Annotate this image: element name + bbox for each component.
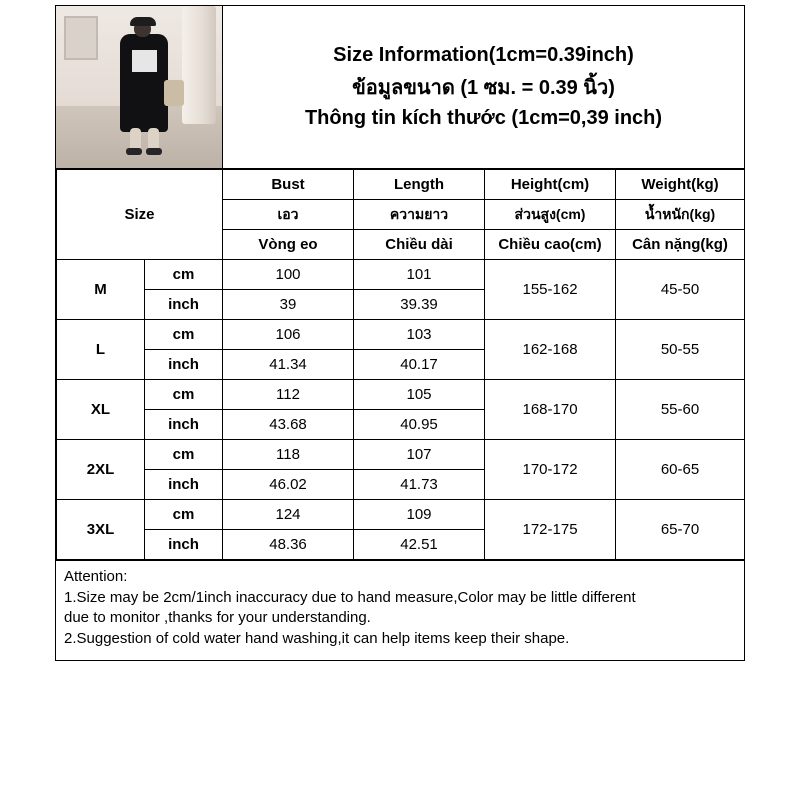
cell-length-cm: 101: [354, 260, 485, 290]
model-handbag: [164, 80, 184, 106]
cell-weight: 45-50: [616, 260, 745, 320]
cell-weight: 55-60: [616, 380, 745, 440]
model-dress-print: [132, 50, 157, 72]
cell-length-inch: 42.51: [354, 530, 485, 560]
cell-bust-inch: 43.68: [223, 410, 354, 440]
attention-line-1: 1.Size may be 2cm/1inch inaccuracy due to hand measure,Color may be little different: [64, 588, 636, 606]
chart-header: [56, 6, 744, 169]
cell-weight: 50-55: [616, 320, 745, 380]
row-unit-inch: inch: [145, 350, 223, 380]
header-height-th: ส่วนสูง(cm): [485, 200, 616, 230]
model-shoe-right: [146, 148, 162, 155]
cell-height: 170-172: [485, 440, 616, 500]
header-weight-en: Weight(kg): [616, 170, 745, 200]
row-size-3xl: 3XL: [57, 500, 145, 560]
cell-bust-inch: 46.02: [223, 470, 354, 500]
cell-length-cm: 107: [354, 440, 485, 470]
cell-length-inch: 40.17: [354, 350, 485, 380]
cell-length-cm: 103: [354, 320, 485, 350]
row-unit-cm: cm: [145, 260, 223, 290]
cell-height: 172-175: [485, 500, 616, 560]
model-dress: [120, 34, 168, 132]
table-row: [57, 440, 745, 470]
cell-height: 162-168: [485, 320, 616, 380]
cell-bust-cm: 100: [223, 260, 354, 290]
attention-block: [56, 560, 744, 660]
header-bust-en: Bust: [223, 170, 354, 200]
title-english: Size Information(1cm=0.39inch): [333, 44, 634, 66]
attention-line-2: due to monitor ,thanks for your understanding.: [64, 609, 371, 627]
header-weight-vi: Cân nặng(kg): [616, 230, 745, 260]
header-size-label: Size: [57, 170, 223, 260]
header-bust-th: เอว: [223, 200, 354, 230]
row-unit-cm: cm: [145, 440, 223, 470]
title-vietnamese: Thông tin kích thước (1cm=0,39 inch): [304, 107, 663, 129]
row-unit-inch: inch: [145, 530, 223, 560]
cell-bust-cm: 106: [223, 320, 354, 350]
cell-length-cm: 105: [354, 380, 485, 410]
cell-bust-inch: 48.36: [223, 530, 354, 560]
table-header-row-en: [57, 170, 745, 200]
table-row: [57, 260, 745, 290]
attention-heading: Attention:: [64, 568, 128, 585]
cell-height: 155-162: [485, 260, 616, 320]
table-row: [57, 380, 745, 410]
table-row: [57, 500, 745, 530]
row-size-2xl: 2XL: [57, 440, 145, 500]
row-unit-inch: inch: [145, 290, 223, 320]
photo-wall-frame: [64, 16, 98, 60]
row-unit-cm: cm: [145, 500, 223, 530]
header-weight-th: น้ำหนัก(kg): [616, 200, 745, 230]
cell-length-inch: 41.73: [354, 470, 485, 500]
cell-bust-inch: 39: [223, 290, 354, 320]
model-shoe-left: [126, 148, 142, 155]
cell-height: 168-170: [485, 380, 616, 440]
model-cap: [130, 17, 156, 26]
measurement-table: [56, 169, 745, 560]
cell-bust-cm: 118: [223, 440, 354, 470]
attention-line-3: 2.Suggestion of cold water hand washing,it can help items keep their shape.: [64, 630, 570, 648]
photo-pillar: [182, 6, 216, 124]
table-row: [57, 320, 745, 350]
cell-length-inch: 40.95: [354, 410, 485, 440]
cell-weight: 65-70: [616, 500, 745, 560]
header-length-th: ความยาว: [354, 200, 485, 230]
cell-bust-inch: 41.34: [223, 350, 354, 380]
product-photo: [56, 6, 223, 168]
cell-bust-cm: 124: [223, 500, 354, 530]
cell-bust-cm: 112: [223, 380, 354, 410]
size-chart: [55, 5, 745, 661]
cell-weight: 60-65: [616, 440, 745, 500]
cell-length-inch: 39.39: [354, 290, 485, 320]
title-thai: ข้อมูลขนาด (1 ซม. = 0.39 นิ้ว): [352, 77, 615, 99]
row-size-m: M: [57, 260, 145, 320]
row-size-xl: XL: [57, 380, 145, 440]
header-height-en: Height(cm): [485, 170, 616, 200]
header-length-en: Length: [354, 170, 485, 200]
row-size-l: L: [57, 320, 145, 380]
header-bust-vi: Vòng eo: [223, 230, 354, 260]
title-block: [223, 6, 744, 168]
row-unit-cm: cm: [145, 320, 223, 350]
row-unit-inch: inch: [145, 410, 223, 440]
cell-length-cm: 109: [354, 500, 485, 530]
row-unit-cm: cm: [145, 380, 223, 410]
row-unit-inch: inch: [145, 470, 223, 500]
header-height-vi: Chiều cao(cm): [485, 230, 616, 260]
header-length-vi: Chiều dài: [354, 230, 485, 260]
